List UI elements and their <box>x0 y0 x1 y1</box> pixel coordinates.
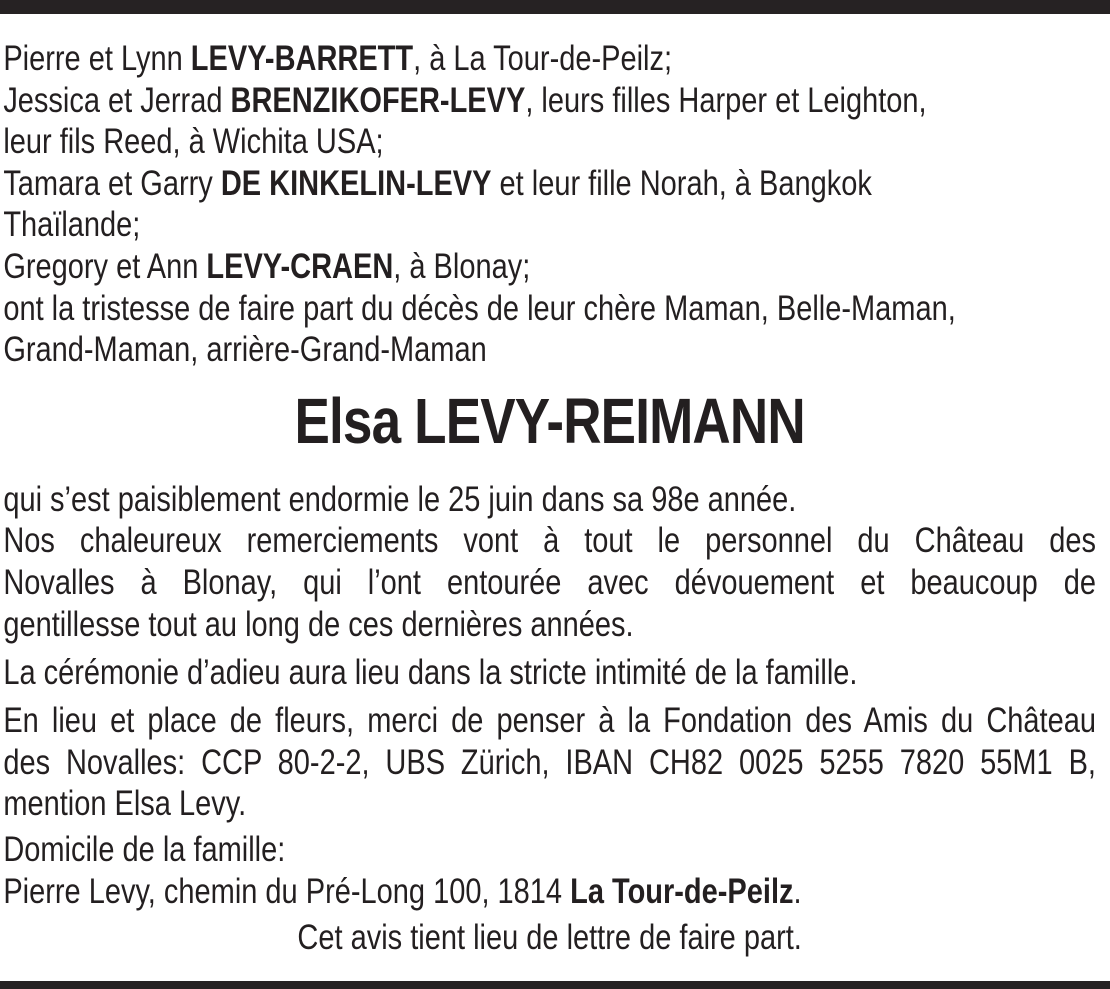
intro-text: , à La Tour-de-Peilz; <box>413 39 673 78</box>
intro-block <box>3 38 1096 371</box>
notice-content <box>0 14 1110 959</box>
thanks-line: gentillesse tout au long de ces dernières années. <box>3 604 634 644</box>
domicile-block <box>3 829 1096 912</box>
top-rule <box>0 0 1110 14</box>
surname-bold: DE KINKELIN-LEVY <box>220 163 492 203</box>
surname-bold: LEVY-CRAEN <box>206 246 394 286</box>
thanks-line: Novalles à Blonay, qui l’ont entourée avec dévouement et beaucoup de <box>3 562 1096 602</box>
intro-line <box>3 121 1096 163</box>
intro-line <box>3 163 1096 205</box>
intro-line <box>3 329 1096 371</box>
intro-line <box>3 246 1096 288</box>
thanks-paragraph <box>3 520 1096 645</box>
surname-bold: BRENZIKOFER-LEVY <box>230 80 526 120</box>
intro-line <box>3 204 1096 246</box>
intro-text: leur fils Reed, à Wichita USA; <box>3 122 384 162</box>
bottom-rule <box>0 981 1110 989</box>
donation-line: En lieu et place de fleurs, merci de penser à la Fondation des Amis du Château <box>3 701 1096 741</box>
donation-line: des Novalles: CCP 80-2-2, UBS Zürich, IBAN CH82 0025 5255 7820 55M1 B, <box>3 742 1096 782</box>
intro-text: , leurs filles Harper et Leighton, <box>525 80 927 120</box>
intro-text: Pierre et Lynn <box>3 39 191 78</box>
ceremony-line: La cérémonie d’adieu aura lieu dans la stricte intimité de la famille. <box>3 653 858 693</box>
thanks-line: Nos chaleureux remerciements vont à tout le personnel du Château des <box>3 521 1096 561</box>
intro-text: Jessica et Jerrad <box>3 80 231 120</box>
domicile-label: Domicile de la famille: <box>3 830 286 869</box>
address-town-bold: La Tour-de-Peilz <box>570 871 794 911</box>
closing-line: Cet avis tient lieu de lettre de faire part. <box>297 918 802 958</box>
intro-text: Thaïlande; <box>3 205 141 245</box>
surname-bold: LEVY-BARRETT <box>190 39 414 78</box>
address-text: . <box>793 871 802 911</box>
domicile-address <box>3 871 1096 913</box>
intro-line <box>3 288 1096 330</box>
address-text: Pierre Levy, chemin du Pré-Long 100, 1814 <box>3 871 571 911</box>
intro-text: Gregory et Ann <box>3 246 207 286</box>
intro-text: Tamara et Garry <box>3 163 221 203</box>
intro-line <box>3 80 1096 122</box>
intro-text: ont la tristesse de faire part du décès de leur chère Maman, Belle-Maman, <box>3 288 956 328</box>
deceased-name-title: Elsa LEVY-REIMANN <box>294 384 805 457</box>
intro-line <box>3 38 1096 80</box>
death-line: qui s’est paisiblement endormie le 25 juin dans sa 98e année. <box>3 479 797 519</box>
intro-text: , à Blonay; <box>393 246 531 286</box>
intro-text: et leur fille Norah, à Bangkok <box>491 163 872 203</box>
donation-paragraph <box>3 700 1096 825</box>
intro-text: Grand-Maman, arrière-Grand-Maman <box>3 330 487 370</box>
donation-line: mention Elsa Levy. <box>3 784 247 824</box>
